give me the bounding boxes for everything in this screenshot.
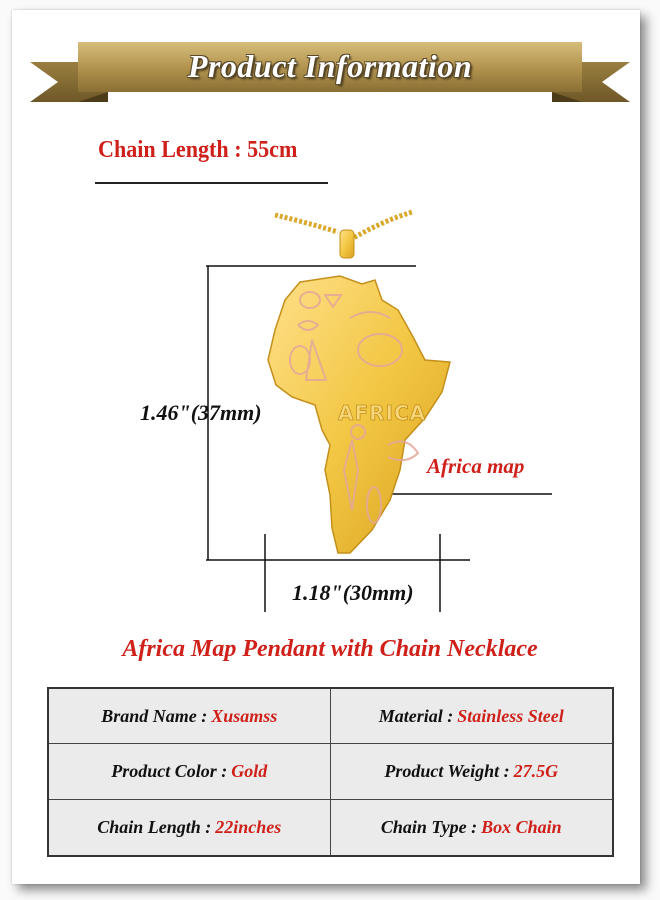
specification-table	[47, 687, 614, 857]
africa-map-label: Africa map	[427, 454, 525, 478]
spec-cell-chain-length	[49, 800, 331, 855]
spec-cell-material	[331, 689, 613, 744]
width-dimension-label: 1.18"(30mm)	[292, 580, 414, 605]
spec-label: Chain Type :	[380, 816, 478, 837]
spec-label: Product Weight :	[384, 760, 510, 781]
spec-cell-weight	[331, 744, 613, 799]
spec-value: Xusamss	[211, 705, 278, 726]
chain-length-heading: Chain Length : 55cm	[98, 137, 298, 163]
height-dimension-label: 1.46"(37mm)	[140, 400, 262, 425]
spec-cell-chain-type	[331, 800, 613, 855]
spec-value: Box Chain	[481, 816, 562, 837]
product-subtitle: Africa Map Pendant with Chain Necklace	[122, 636, 538, 662]
spec-cell-color	[49, 744, 331, 799]
spec-label: Material :	[378, 705, 454, 726]
spec-value: Gold	[231, 760, 268, 781]
spec-cell-brand	[49, 689, 331, 744]
spec-label: Brand Name :	[101, 705, 208, 726]
spec-label: Product Color :	[111, 760, 228, 781]
spec-label: Chain Length :	[97, 816, 212, 837]
spec-value: Stainless Steel	[457, 705, 564, 726]
banner-title: Product Information	[187, 48, 473, 84]
pendant-africa-text: AFRICA	[338, 401, 427, 425]
spec-value: 22inches	[215, 816, 282, 837]
spec-value: 27.5G	[513, 760, 559, 781]
